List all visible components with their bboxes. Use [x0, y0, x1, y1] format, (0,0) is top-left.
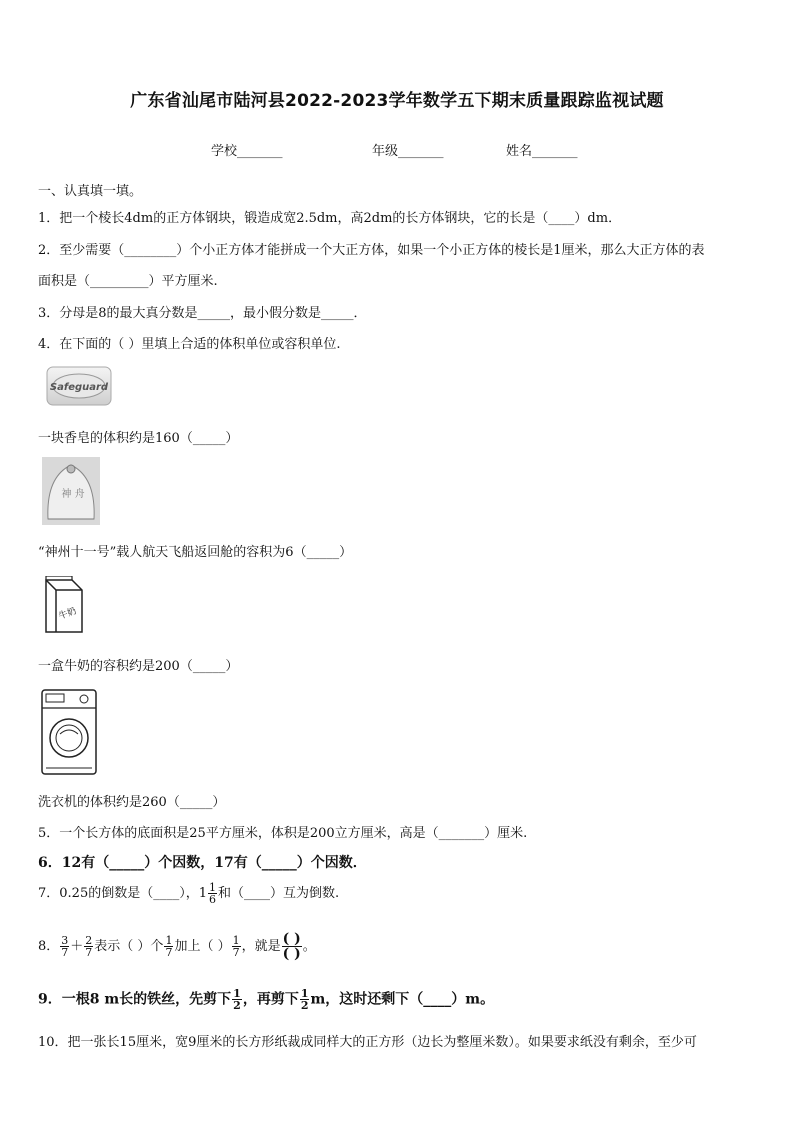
grade-field: 年级_______: [372, 144, 444, 159]
milk-carton-image: [38, 576, 90, 636]
q8-f3-denominator: 7: [165, 946, 173, 959]
q7-whole: 1: [198, 886, 207, 901]
question-3: 3．分母是8的最大真分数是_____，最小假分数是_____．: [38, 306, 367, 321]
question-1: 1．把一个棱长4dm的正方体钢块，锻造成宽2.5dm，高2dm的长方体钢块，它的长是（____）dm．: [38, 211, 622, 226]
question-6: 6．12有（_____）个因数，17有（_____）个因数．: [38, 855, 367, 871]
milk-volume-text: 一盒牛奶的容积约是200（_____）: [38, 659, 239, 674]
q8-number: 8．: [38, 939, 60, 954]
q7-denominator: 6: [209, 893, 216, 906]
q9-text-pre: 9．一根8 m长的铁丝，先剪下: [38, 991, 232, 1008]
q8-f2-denominator: 7: [85, 946, 93, 959]
q8-fraction-3: [164, 935, 173, 958]
q8-f4-numerator: 1: [232, 934, 240, 947]
school-field: 学校_______: [211, 144, 283, 159]
q8-plus: ＋: [70, 939, 84, 954]
q8-f1-numerator: 3: [61, 934, 69, 947]
question-2-line-2: 面积是（_________）平方厘米.: [38, 274, 218, 289]
washing-machine-image: [40, 688, 98, 776]
milk-label-text: 牛奶: [57, 606, 78, 623]
q8-f3-numerator: 1: [165, 934, 173, 947]
question-8: [38, 932, 316, 961]
q8-fraction-1: [60, 935, 69, 958]
question-2-line-1: 2．至少需要（________）个小正方体才能拼成一个大正方体，如果一个小正方体的棱长是1厘米，那么大正方体的表: [38, 243, 705, 258]
q8-answer-denominator: ( ): [282, 946, 301, 962]
q8-f2-numerator: 2: [85, 934, 93, 947]
q7-text-post: 和（____）互为倒数.: [218, 886, 340, 901]
q9-fraction-2: [300, 988, 310, 1011]
section-heading: 一、认真填一填。: [38, 184, 143, 199]
q7-text-pre: 7．0.25的倒数是（____），: [38, 886, 199, 901]
q9-f1-numerator: 1: [233, 987, 241, 1000]
capsule-mark-text: 神 舟: [61, 489, 85, 500]
q8-text-1: 表示（ ）个: [94, 939, 164, 954]
q9-text-mid: ，再剪下: [242, 991, 299, 1008]
q8-answer-fraction: [282, 932, 302, 961]
capsule-image: [42, 457, 100, 525]
q9-text-post: m，这时还剩下（____）m。: [310, 991, 495, 1008]
q8-end: 。: [302, 939, 316, 954]
soap-volume-text: 一块香皂的体积约是160（_____）: [38, 431, 239, 446]
q8-f4-denominator: 7: [232, 946, 240, 959]
washer-volume-text: 洗衣机的体积约是260（_____）: [38, 795, 226, 810]
soap-brand-text: Safeguard: [49, 382, 109, 393]
question-9: [38, 988, 494, 1011]
q8-fraction-2: [84, 935, 93, 958]
q8-answer-numerator: ( ): [282, 931, 301, 947]
capsule-volume-text: “神州十一号”载人航天飞船返回舱的容积为6（_____）: [38, 545, 353, 560]
q8-text-3: ，就是: [241, 939, 281, 954]
q8-f1-denominator: 7: [61, 946, 69, 959]
question-7: [38, 882, 339, 905]
q9-f2-denominator: 2: [300, 999, 309, 1012]
name-field: 姓名_______: [506, 144, 578, 159]
q8-text-2: 加上（ ）: [174, 939, 231, 954]
question-4: 4．在下面的（ ）里填上合适的体积单位或容积单位.: [38, 337, 341, 352]
q7-numerator: 1: [209, 881, 216, 894]
q9-fraction-1: [232, 988, 242, 1011]
q8-fraction-4: [232, 935, 241, 958]
soap-image: [45, 364, 113, 408]
page-title: 广东省汕尾市陆河县2022-2023学年数学五下期末质量跟踪监视试题: [130, 91, 664, 111]
q9-f1-denominator: 2: [233, 999, 241, 1012]
q9-f2-numerator: 1: [300, 987, 309, 1000]
question-10: 10．把一张长15厘米，宽9厘米的长方形纸裁成同样大的正方形（边长为整厘米数）。如果要求纸没有剩余，至少可: [38, 1035, 697, 1050]
question-5: 5．一个长方体的底面积是25平方厘米，体积是200立方厘米，高是（_______）厘米.: [38, 826, 528, 841]
q7-fraction: [208, 882, 217, 905]
